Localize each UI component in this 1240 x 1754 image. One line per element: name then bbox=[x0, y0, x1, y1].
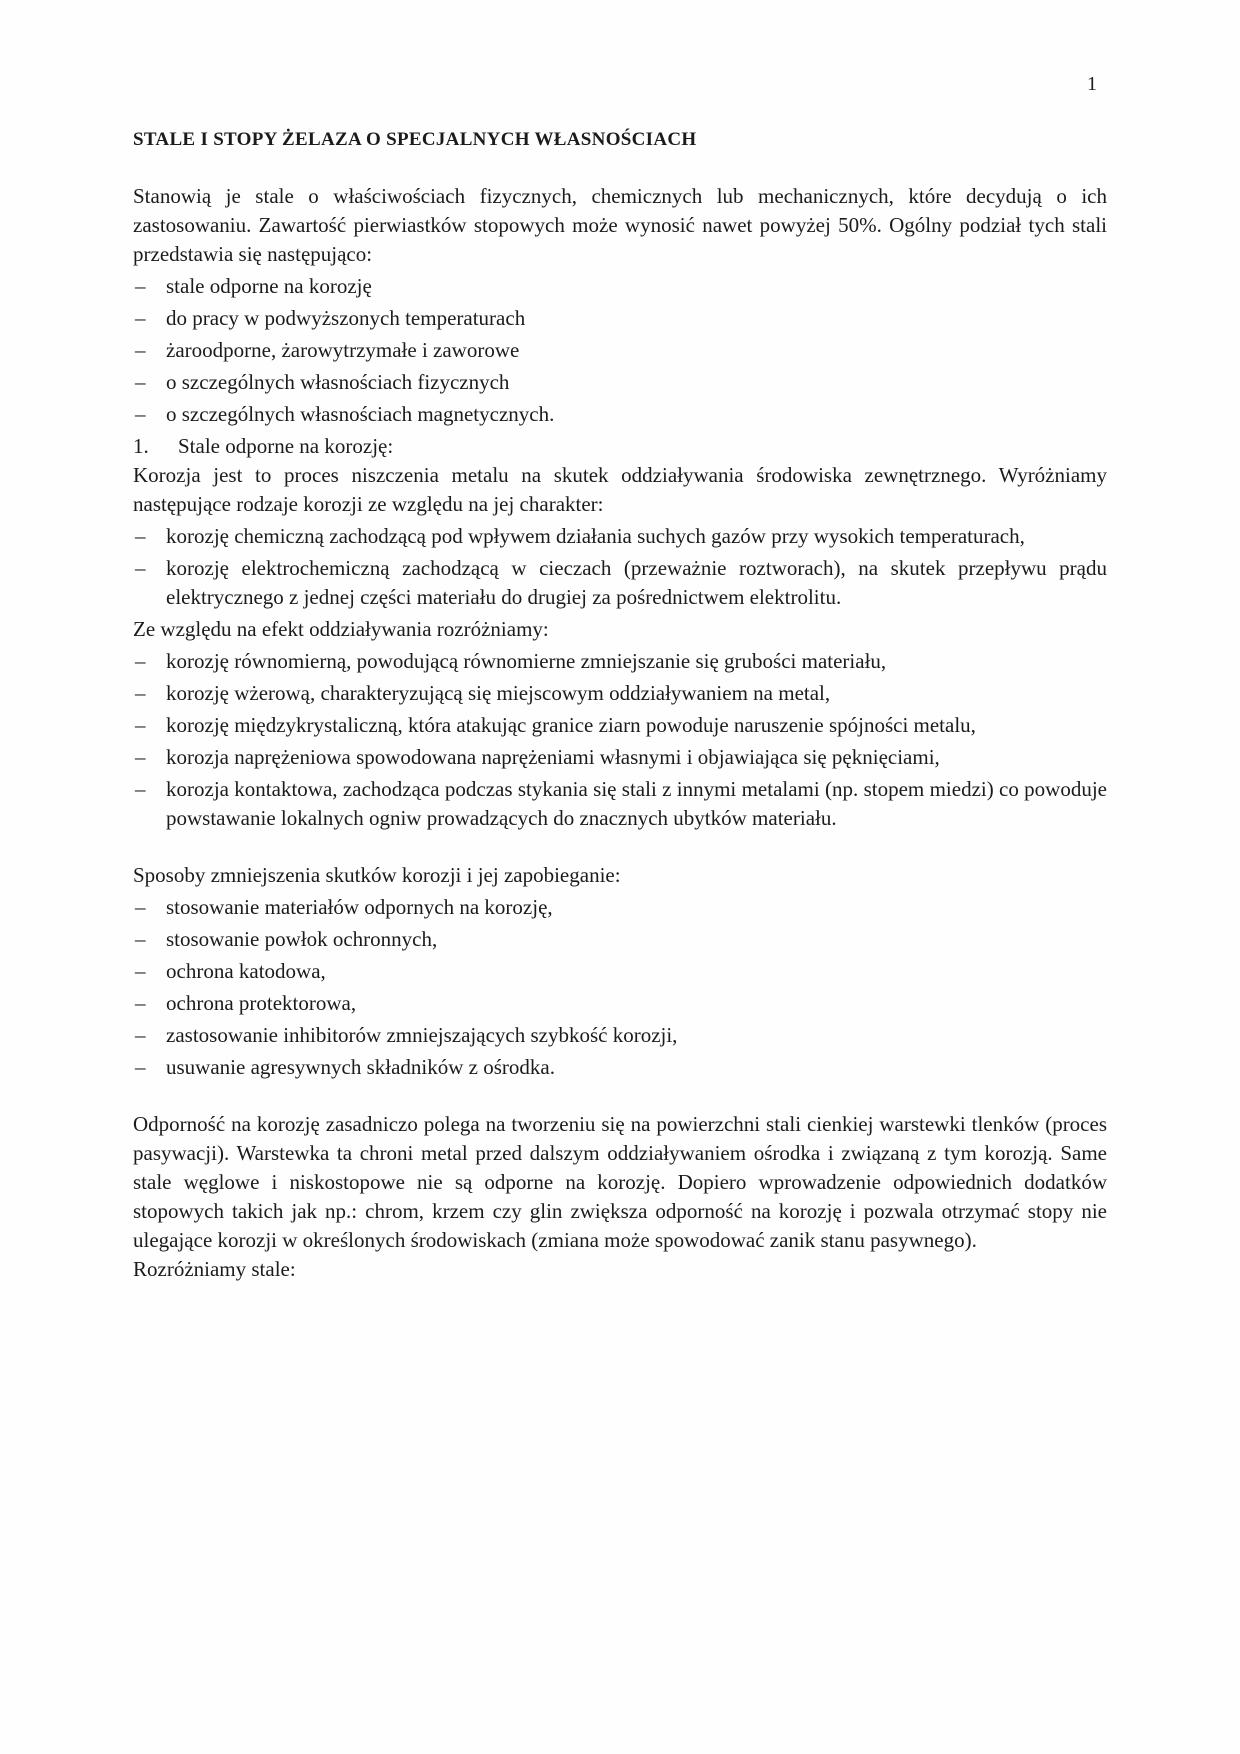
list-item-text: stosowanie materiałów odpornych na korozję, bbox=[166, 895, 553, 919]
list-item-text: stale odporne na korozję bbox=[166, 274, 372, 298]
section-heading-text: Stale odporne na korozję: bbox=[178, 434, 394, 458]
list-item-text: korozję chemiczną zachodzącą pod wpływem działania suchych gazów przy wysokich temperaturach, bbox=[166, 524, 1025, 548]
dash-marker: – bbox=[135, 274, 146, 298]
list-item bbox=[133, 743, 1107, 772]
section-number: 1. bbox=[133, 434, 149, 458]
dash-list bbox=[133, 647, 1107, 833]
list-item-text: korozję międzykrystaliczną, która atakując granice ziarn powoduje naruszenie spójności metalu, bbox=[166, 713, 976, 737]
list-item bbox=[133, 336, 1107, 365]
paragraph: Odporność na korozję zasadniczo polega na tworzeniu się na powierzchni stali cienkiej warstewki tlenków (proces pasywacji). Warstewka ta chroni metal przed dalszym oddziaływaniem ośrodka i związaną z tym korozją. Same stale węglowe i niskostopowe nie są odporne na korozję. Dopiero wprowadzenie odpowiednich dodatków stopowych takich jak np.: chrom, krzem czy glin zwiększa odporność na korozję i pozwala otrzymać stopy nie ulegające korozji w określonych środowiskach (zmiana może spowodować zanik stanu pasywnego). bbox=[133, 1112, 1107, 1252]
paragraph: Ze względu na efekt oddziaływania rozróżniamy: bbox=[133, 617, 549, 641]
dash-marker: – bbox=[135, 370, 146, 394]
dash-marker: – bbox=[135, 895, 146, 919]
list-item-text: korozja naprężeniowa spowodowana naprężeniami własnymi i objawiająca się pęknięciami, bbox=[166, 745, 940, 769]
list-item-text: do pracy w podwyższonych temperaturach bbox=[166, 306, 526, 330]
dash-marker: – bbox=[135, 402, 146, 426]
paragraph: Sposoby zmniejszenia skutków korozji i jej zapobieganie: bbox=[133, 863, 621, 887]
dash-marker: – bbox=[135, 1055, 146, 1079]
list-item-text: stosowanie powłok ochronnych, bbox=[166, 927, 438, 951]
dash-marker: – bbox=[135, 713, 146, 737]
list-item-text: korozja kontaktowa, zachodząca podczas stykania się stali z innymi metalami (np. stopem miedzi) co powoduje powstawanie lokalnych ogniw prowadzących do znacznych ubytków materiału. bbox=[166, 777, 1107, 830]
dash-list bbox=[133, 272, 1107, 429]
list-item bbox=[133, 522, 1107, 551]
list-item bbox=[133, 400, 1107, 429]
list-item-text: korozję wżerową, charakteryzującą się miejscowym oddziaływaniem na metal, bbox=[166, 681, 831, 705]
dash-marker: – bbox=[135, 338, 146, 362]
list-item bbox=[133, 957, 1107, 986]
list-item bbox=[133, 1053, 1107, 1082]
document-title: STALE I STOPY ŻELAZA O SPECJALNYCH WŁASNOŚCIACH bbox=[133, 129, 697, 150]
list-item-text: ochrona katodowa, bbox=[166, 959, 326, 983]
list-item bbox=[133, 925, 1107, 954]
dash-marker: – bbox=[135, 649, 146, 673]
dash-marker: – bbox=[135, 991, 146, 1015]
page-number: 1 bbox=[1087, 73, 1097, 95]
list-item bbox=[133, 679, 1107, 708]
list-item bbox=[133, 272, 1107, 301]
document-content bbox=[133, 125, 1107, 1284]
dash-marker: – bbox=[135, 745, 146, 769]
list-item-text: zastosowanie inhibitorów zmniejszających szybkość korozji, bbox=[166, 1023, 678, 1047]
list-item-text: korozję elektrochemiczną zachodzącą w cieczach (przeważnie roztworach), na skutek przepływu prądu elektrycznego z jednej części materiału do drugiej za pośrednictwem elektrolitu. bbox=[166, 556, 1107, 609]
list-item bbox=[133, 1021, 1107, 1050]
list-item bbox=[133, 989, 1107, 1018]
paragraph: Stanowią je stale o właściwościach fizycznych, chemicznych lub mechanicznych, które decydują o ich zastosowaniu. Zawartość pierwiastków stopowych może wynosić nawet powyżej 50%. Ogólny podział tych stali przedstawia się następująco: bbox=[133, 184, 1107, 266]
list-item bbox=[133, 647, 1107, 676]
dash-marker: – bbox=[135, 927, 146, 951]
list-item-text: o szczególnych własnościach fizycznych bbox=[166, 370, 510, 394]
dash-marker: – bbox=[135, 681, 146, 705]
list-item bbox=[133, 554, 1107, 612]
list-item-text: korozję równomierną, powodującą równomierne zmniejszanie się grubości materiału, bbox=[166, 649, 887, 673]
dash-list bbox=[133, 522, 1107, 612]
list-item bbox=[133, 775, 1107, 833]
dash-marker: – bbox=[135, 1023, 146, 1047]
dash-marker: – bbox=[135, 306, 146, 330]
list-item-text: usuwanie agresywnych składników z ośrodka. bbox=[166, 1055, 555, 1079]
list-item bbox=[133, 368, 1107, 397]
section-heading bbox=[133, 432, 1107, 461]
paragraph: Korozja jest to proces niszczenia metalu na skutek oddziaływania środowiska zewnętrznego. Wyróżniamy następujące rodzaje korozji ze względu na jej charakter: bbox=[133, 463, 1107, 516]
dash-marker: – bbox=[135, 959, 146, 983]
list-item-text: ochrona protektorowa, bbox=[166, 991, 357, 1015]
list-item bbox=[133, 893, 1107, 922]
list-item-text: żaroodporne, żarowytrzymałe i zaworowe bbox=[166, 338, 520, 362]
dash-marker: – bbox=[135, 777, 146, 801]
dash-marker: – bbox=[135, 524, 146, 548]
dash-marker: – bbox=[135, 556, 146, 580]
list-item-text: o szczególnych własnościach magnetycznych. bbox=[166, 402, 555, 426]
dash-list bbox=[133, 893, 1107, 1082]
paragraph: Rozróżniamy stale: bbox=[133, 1257, 296, 1281]
list-item bbox=[133, 711, 1107, 740]
list-item bbox=[133, 304, 1107, 333]
